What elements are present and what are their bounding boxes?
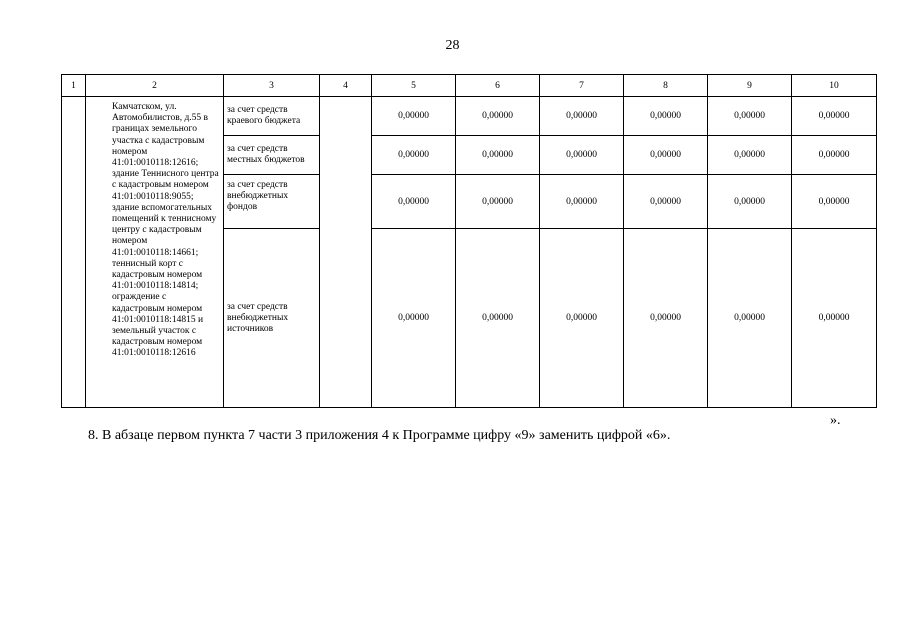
funding-table xyxy=(61,74,877,408)
amendment-paragraph: 8. В абзаце первом пункта 7 части 3 приложения 4 к Программе цифру «9» заменить цифрой «6». xyxy=(88,428,671,443)
value-cell: 0,00000 xyxy=(708,175,792,229)
number-cell xyxy=(62,97,86,408)
value-cell: 0,00000 xyxy=(372,136,456,175)
column-header: 9 xyxy=(708,75,792,97)
value-cell: 0,00000 xyxy=(540,229,624,408)
table-header-row xyxy=(62,75,877,97)
column-header: 1 xyxy=(62,75,86,97)
empty-cell xyxy=(320,97,372,408)
column-header: 6 xyxy=(456,75,540,97)
funding-source-cell: за счет средств внебюджетных фондов xyxy=(224,175,320,229)
value-cell: 0,00000 xyxy=(624,136,708,175)
value-cell: 0,00000 xyxy=(624,229,708,408)
value-cell: 0,00000 xyxy=(624,175,708,229)
value-cell: 0,00000 xyxy=(792,136,877,175)
value-cell: 0,00000 xyxy=(456,97,540,136)
column-header: 5 xyxy=(372,75,456,97)
value-cell: 0,00000 xyxy=(792,97,877,136)
value-cell: 0,00000 xyxy=(540,97,624,136)
funding-source-cell: за счет средств внебюджетных источников xyxy=(224,229,320,408)
column-header: 10 xyxy=(792,75,877,97)
value-cell: 0,00000 xyxy=(456,136,540,175)
column-header: 4 xyxy=(320,75,372,97)
funding-source-cell: за счет средств местных бюджетов xyxy=(224,136,320,175)
value-cell: 0,00000 xyxy=(456,229,540,408)
value-cell: 0,00000 xyxy=(708,229,792,408)
value-cell: 0,00000 xyxy=(708,136,792,175)
value-cell: 0,00000 xyxy=(792,229,877,408)
value-cell: 0,00000 xyxy=(708,97,792,136)
funding-source-cell: за счет средств краевого бюджета xyxy=(224,97,320,136)
column-header: 3 xyxy=(224,75,320,97)
column-header: 8 xyxy=(624,75,708,97)
value-cell: 0,00000 xyxy=(372,175,456,229)
column-header: 7 xyxy=(540,75,624,97)
value-cell: 0,00000 xyxy=(372,97,456,136)
page-number: 28 xyxy=(445,38,460,53)
value-cell: 0,00000 xyxy=(540,136,624,175)
value-cell: 0,00000 xyxy=(540,175,624,229)
closing-quote: ». xyxy=(830,413,841,428)
value-cell: 0,00000 xyxy=(624,97,708,136)
value-cell: 0,00000 xyxy=(456,175,540,229)
object-description-cell: Камчатском, ул. Автомобилистов, д.55 в границах земельного участка с кадастровым номером 41:01:0010118:12616; здание Теннисного центра с кадастровым номером 41:01:0010118:9055; здание вспомогательных помещений к теннисному центру с кадастровым номером 41:01:0010118:14661; теннисный корт с кадастровым номером 41:01:0010118:14814; ограждение с кадастровым номером 41:01:0010118:14815 и земельный участок с кадастровым номером 41:01:0010118:12616 xyxy=(86,97,224,408)
column-header: 2 xyxy=(86,75,224,97)
value-cell: 0,00000 xyxy=(372,229,456,408)
value-cell: 0,00000 xyxy=(792,175,877,229)
table-row xyxy=(62,97,877,136)
